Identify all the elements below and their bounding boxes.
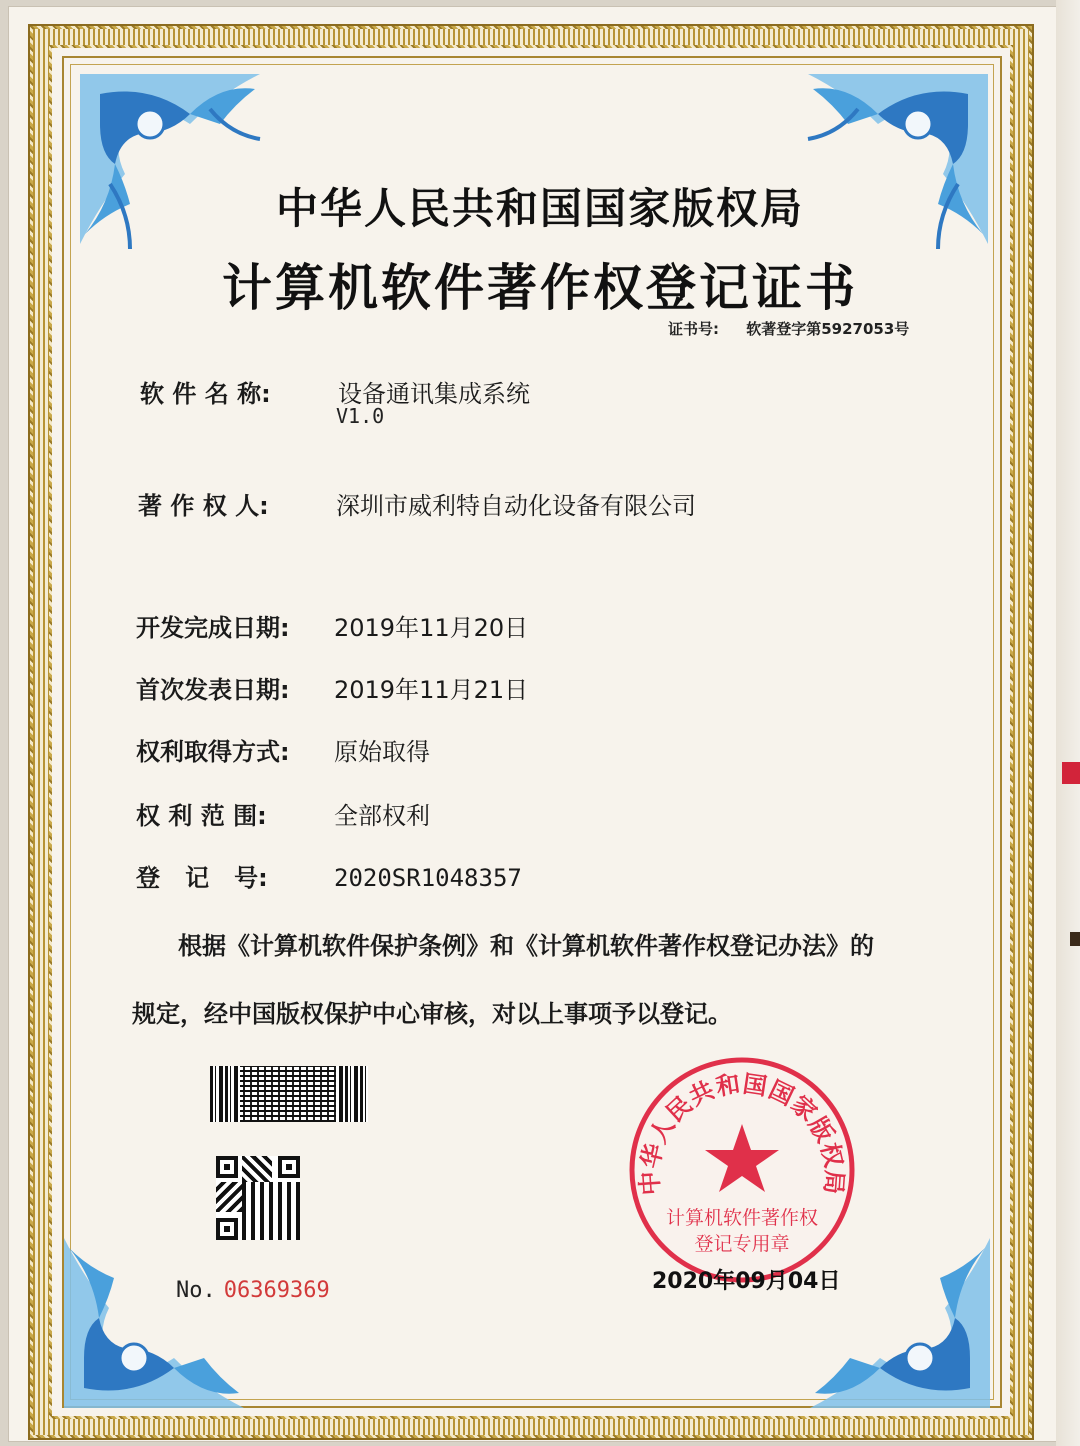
- field-copyright-owner: [138, 486, 696, 521]
- field-acquisition-method: [136, 732, 430, 767]
- statement-line-1: 根据《计算机软件保护条例》和《计算机软件著作权登记办法》的: [178, 932, 874, 960]
- issue-date: 2020年09月04日: [652, 1269, 841, 1294]
- official-seal: [624, 1052, 860, 1288]
- barcode: [210, 1066, 368, 1122]
- registration-number-value: 2020SR1048357: [334, 864, 522, 892]
- serial-number-value: 06369369: [223, 1278, 330, 1303]
- field-software-name: [140, 374, 530, 409]
- seal-ring-text: 中华人民共和国国家版权局: [635, 1069, 849, 1197]
- acquisition-label: 权利取得方式:: [136, 738, 290, 766]
- certificate-title: 计算机软件著作权登记证书: [222, 259, 858, 317]
- seal-center-line-2: 登记专用章: [694, 1233, 790, 1255]
- field-registration-number: [136, 858, 522, 893]
- software-version: V1.0: [336, 404, 385, 428]
- acquisition-value: 原始取得: [334, 738, 430, 766]
- serial-number-label: No.: [176, 1278, 216, 1303]
- seal-center-line-1: 计算机软件著作权: [665, 1207, 819, 1229]
- field-first-publish-date: [136, 670, 528, 705]
- dev-complete-date-value: 2019年11月20日: [334, 614, 529, 642]
- certificate-number-value: 软著登字第5927053号: [746, 320, 910, 338]
- certificate-number-label: 证书号:: [668, 320, 719, 338]
- issuing-authority-title: 中华人民共和国国家版权局: [275, 184, 804, 233]
- statement-line-2: 规定，经中国版权保护中心审核，对以上事项予以登记。: [132, 1000, 732, 1028]
- first-publish-date-label: 首次发表日期:: [136, 676, 290, 704]
- copyright-owner-label: 著 作 权 人:: [138, 492, 269, 520]
- dev-complete-date-label: 开发完成日期:: [136, 614, 290, 642]
- serial-number: [176, 1278, 330, 1303]
- certificate-number: [668, 318, 909, 339]
- scope-value: 全部权利: [334, 802, 430, 830]
- field-dev-complete-date: [136, 608, 528, 643]
- field-rights-scope: [136, 796, 430, 831]
- copyright-owner-value: 深圳市威利特自动化设备有限公司: [336, 492, 696, 520]
- background-dark-mark: [1070, 932, 1080, 946]
- software-name-value: 设备通讯集成系统: [338, 380, 530, 408]
- background-red-mark: [1062, 762, 1080, 784]
- software-name-label: 软 件 名 称:: [140, 380, 271, 408]
- qr-code: [216, 1156, 300, 1240]
- first-publish-date-value: 2019年11月21日: [334, 676, 529, 704]
- corner-ornament-bottom-left: [54, 1228, 264, 1418]
- registration-number-label: 登 记 号:: [136, 864, 268, 892]
- scope-label: 权 利 范 围:: [136, 802, 267, 830]
